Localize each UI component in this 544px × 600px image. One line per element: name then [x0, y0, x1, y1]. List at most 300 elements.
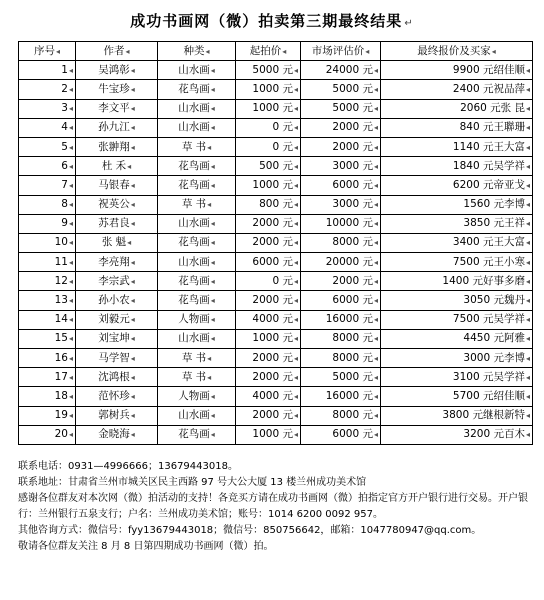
cell-mark: ◂ [210, 391, 215, 401]
row-number-cell [19, 137, 76, 156]
artwork-type-cell [158, 406, 236, 425]
artist-name-cell [76, 253, 158, 272]
cell-mark: ◂ [525, 65, 530, 75]
artist-name: 李文平 [98, 102, 130, 115]
cell-mark: ◂ [210, 411, 215, 421]
final-bid-buyer-cell [381, 195, 533, 214]
starting-price: 4000 元 [252, 389, 293, 402]
row-number-cell [19, 368, 76, 387]
cell-mark: ◂ [207, 353, 212, 363]
cell-mark: ◂ [373, 353, 378, 363]
final-bid-buyer: 3100 元吴学祥 [452, 370, 525, 383]
row-number-cell [19, 425, 76, 444]
artist-name-cell [76, 99, 158, 118]
cell-mark: ◂ [525, 104, 530, 114]
artist-name-cell [76, 310, 158, 329]
starting-price-cell [236, 99, 301, 118]
cell-mark: ◂ [130, 65, 135, 75]
starting-price: 0 元 [272, 140, 293, 153]
artist-name-cell [76, 157, 158, 176]
cell-mark: ◂ [130, 411, 135, 421]
cell-mark: ◂ [373, 334, 378, 344]
cell-mark: ◂ [125, 46, 130, 56]
title-text: 成功书画网（微）拍卖第三期最终结果 [130, 12, 403, 30]
header-row [19, 42, 533, 61]
starting-price: 0 元 [272, 121, 293, 134]
cell-mark: ◂ [68, 123, 73, 133]
row-number-cell [19, 233, 76, 252]
market-value: 8000 元 [332, 351, 373, 364]
row-number: 11 [54, 255, 68, 268]
cell-mark: ◂ [293, 276, 298, 286]
final-bid-buyer-cell [381, 118, 533, 137]
cell-mark: ◂ [373, 84, 378, 94]
table-row [19, 425, 533, 444]
artwork-type: 草 书 [181, 370, 207, 383]
starting-price: 2000 元 [252, 294, 293, 307]
cell-mark: ◂ [68, 219, 73, 229]
table-row [19, 99, 533, 118]
cell-mark: ◂ [68, 65, 73, 75]
document-title [0, 10, 544, 31]
row-number-cell [19, 387, 76, 406]
row-number-cell [19, 157, 76, 176]
final-bid-buyer: 3050 元魏丹 [463, 294, 525, 307]
cell-mark: ◂ [373, 161, 378, 171]
cell-mark: ◂ [373, 200, 378, 210]
artist-name-cell [76, 61, 158, 80]
column-header [19, 42, 76, 61]
cell-mark: ◂ [205, 46, 210, 56]
cell-mark: ◂ [525, 276, 530, 286]
cell-mark: ◂ [68, 257, 73, 267]
starting-price: 6000 元 [252, 255, 293, 268]
final-bid-buyer: 1140 元王大富 [452, 140, 525, 153]
artwork-type-cell [158, 61, 236, 80]
starting-price: 2000 元 [252, 217, 293, 230]
final-bid-buyer-cell [381, 425, 533, 444]
market-value: 2000 元 [332, 121, 373, 134]
final-bid-buyer-cell [381, 310, 533, 329]
auction-results-table [18, 41, 533, 445]
column-header-label: 起拍价 [249, 44, 282, 57]
cell-mark: ◂ [293, 411, 298, 421]
market-value: 3000 元 [332, 198, 373, 211]
cell-mark: ◂ [293, 353, 298, 363]
final-bid-buyer-cell [381, 233, 533, 252]
cell-mark: ◂ [373, 238, 378, 248]
artist-name: 马银春 [98, 178, 130, 191]
artist-name-cell [76, 233, 158, 252]
market-value: 10000 元 [325, 217, 373, 230]
cell-mark: ◂ [293, 430, 298, 440]
other-contact: 其他咨询方式：微信号：fyy13679443018；微信号：850756642，邮箱：1047780947@qq.com。 [18, 525, 482, 536]
market-value-cell [301, 349, 381, 368]
artist-name: 牛宝珍 [98, 82, 130, 95]
cell-mark: ◂ [373, 180, 378, 190]
starting-price-cell [236, 61, 301, 80]
final-bid-buyer-cell [381, 387, 533, 406]
artwork-type: 人物画 [178, 313, 210, 326]
starting-price: 1000 元 [252, 428, 293, 441]
column-header-label: 序号 [33, 44, 55, 57]
cell-mark: ◂ [525, 334, 530, 344]
starting-price: 5000 元 [252, 63, 293, 76]
final-bid-buyer: 1840 元吴学祥 [452, 159, 525, 172]
row-number-cell [19, 253, 76, 272]
cell-mark: ◂ [130, 84, 135, 94]
cell-mark: ◂ [68, 411, 73, 421]
row-number: 4 [61, 121, 68, 134]
cell-mark: ◂ [525, 257, 530, 267]
starting-price-cell [236, 80, 301, 99]
cell-mark: ◂ [130, 430, 135, 440]
table-row [19, 214, 533, 233]
artist-name-cell [76, 176, 158, 195]
cell-mark: ◂ [525, 142, 530, 152]
artist-name-cell [76, 406, 158, 425]
market-value-cell [301, 425, 381, 444]
cell-mark: ◂ [293, 391, 298, 401]
artist-name: 刘毅元 [98, 313, 130, 326]
cell-mark: ◂ [127, 238, 132, 248]
payment-info: 感谢各位群友对本次网（微）拍活动的支持！各竞买方请在成功书画网（微）拍指定官方开户银行进行交易。开户银行：兰州银行五泉支行；户名：兰州成功美术馆；账号：1014 6200 0092 957。 [18, 493, 528, 520]
market-value-cell [301, 253, 381, 272]
starting-price: 1000 元 [252, 102, 293, 115]
contact-address: 联系地址：甘肃省兰州市城关区民主西路 97 号大公大厦 13 楼兰州成功美术馆 [18, 477, 367, 488]
row-number: 18 [54, 389, 68, 402]
artwork-type: 花鸟画 [178, 178, 210, 191]
market-value-cell [301, 310, 381, 329]
cell-mark: ◂ [130, 200, 135, 210]
starting-price: 2000 元 [252, 351, 293, 364]
market-value: 20000 元 [325, 255, 373, 268]
final-bid-buyer-cell [381, 80, 533, 99]
market-value-cell [301, 291, 381, 310]
column-header-label: 作者 [103, 44, 125, 57]
table-row [19, 329, 533, 348]
table-row [19, 310, 533, 329]
starting-price-cell [236, 291, 301, 310]
starting-price-cell [236, 349, 301, 368]
cell-mark: ◂ [68, 334, 73, 344]
artwork-type-cell [158, 137, 236, 156]
starting-price: 4000 元 [252, 313, 293, 326]
artwork-type: 花鸟画 [178, 294, 210, 307]
cell-mark: ◂ [207, 200, 212, 210]
final-bid-buyer: 2060 元张 昆 [460, 102, 525, 115]
artwork-type: 草 书 [181, 198, 207, 211]
final-bid-buyer-cell [381, 176, 533, 195]
artwork-type-cell [158, 425, 236, 444]
cell-mark: ◂ [293, 180, 298, 190]
market-value: 8000 元 [332, 236, 373, 249]
market-value-cell [301, 99, 381, 118]
cell-mark: ◂ [55, 46, 60, 56]
artist-name: 祝英公 [98, 198, 130, 211]
cell-mark: ◂ [130, 315, 135, 325]
cell-mark: ◂ [293, 219, 298, 229]
market-value-cell [301, 195, 381, 214]
cell-mark: ◂ [293, 372, 298, 382]
cell-mark: ◂ [68, 372, 73, 382]
market-value-cell [301, 137, 381, 156]
market-value: 5000 元 [332, 82, 373, 95]
artwork-type: 山水画 [178, 217, 210, 230]
market-value: 2000 元 [332, 140, 373, 153]
cell-mark: ◂ [293, 84, 298, 94]
row-number-cell [19, 195, 76, 214]
row-number: 19 [54, 409, 68, 422]
row-number: 17 [54, 370, 68, 383]
cell-mark: ◂ [293, 161, 298, 171]
final-bid-buyer-cell [381, 253, 533, 272]
market-value: 5000 元 [332, 370, 373, 383]
artwork-type-cell [158, 329, 236, 348]
cell-mark: ◂ [68, 142, 73, 152]
row-number-cell [19, 310, 76, 329]
cell-mark: ◂ [525, 238, 530, 248]
artwork-type: 人物画 [178, 389, 210, 402]
cell-mark: ◂ [210, 238, 215, 248]
final-bid-buyer-cell [381, 99, 533, 118]
market-value: 5000 元 [332, 102, 373, 115]
cell-mark: ◂ [373, 257, 378, 267]
cell-mark: ◂ [130, 142, 135, 152]
starting-price-cell [236, 406, 301, 425]
cell-mark: ◂ [293, 334, 298, 344]
artwork-type-cell [158, 80, 236, 99]
final-bid-buyer: 3800 元继根新特 [442, 409, 525, 422]
artwork-type: 山水画 [178, 409, 210, 422]
cell-mark: ◂ [68, 391, 73, 401]
cell-mark: ◂ [373, 276, 378, 286]
table-row [19, 61, 533, 80]
cell-mark: ◂ [68, 180, 73, 190]
column-header [301, 42, 381, 61]
table-row [19, 368, 533, 387]
artist-name-cell [76, 118, 158, 137]
cell-mark: ◂ [373, 65, 378, 75]
final-bid-buyer-cell [381, 61, 533, 80]
final-bid-buyer: 3400 元王大富 [452, 236, 525, 249]
cell-mark: ◂ [293, 296, 298, 306]
row-number-cell [19, 61, 76, 80]
cell-mark: ◂ [130, 104, 135, 114]
market-value-cell [301, 214, 381, 233]
cell-mark: ◂ [68, 200, 73, 210]
artwork-type: 花鸟画 [178, 159, 210, 172]
cell-mark: ◂ [525, 296, 530, 306]
final-bid-buyer: 6200 元帝亚戈 [452, 178, 525, 191]
artist-name-cell [76, 195, 158, 214]
row-number-cell [19, 118, 76, 137]
starting-price-cell [236, 272, 301, 291]
artwork-type: 山水画 [178, 332, 210, 345]
final-bid-buyer-cell [381, 157, 533, 176]
artist-name-cell [76, 425, 158, 444]
cell-mark: ◂ [127, 161, 132, 171]
artist-name-cell [76, 349, 158, 368]
artwork-type: 山水画 [178, 102, 210, 115]
cell-mark: ◂ [210, 65, 215, 75]
market-value-cell [301, 368, 381, 387]
row-number: 6 [61, 159, 68, 172]
artist-name: 苏君良 [98, 217, 130, 230]
final-bid-buyer-cell [381, 349, 533, 368]
cell-mark: ◂ [373, 104, 378, 114]
starting-price-cell [236, 329, 301, 348]
column-header-label: 种类 [183, 44, 205, 57]
artwork-type: 山水画 [178, 121, 210, 134]
artist-name: 郭树兵 [98, 409, 130, 422]
final-bid-buyer: 4450 元阿雅 [463, 332, 525, 345]
row-number: 12 [54, 274, 68, 287]
market-value-cell [301, 233, 381, 252]
final-bid-buyer-cell [381, 406, 533, 425]
final-bid-buyer: 840 元王聯珊 [459, 121, 525, 134]
artist-name: 孙小农 [98, 294, 130, 307]
market-value: 8000 元 [332, 409, 373, 422]
cell-mark: ◂ [130, 257, 135, 267]
market-value: 16000 元 [325, 313, 373, 326]
artist-name-cell [76, 214, 158, 233]
cell-mark: ◂ [373, 123, 378, 133]
cell-mark: ◂ [210, 104, 215, 114]
cell-mark: ◂ [293, 257, 298, 267]
starting-price-cell [236, 310, 301, 329]
cell-mark: ◂ [293, 315, 298, 325]
cell-mark: ◂ [207, 142, 212, 152]
table-row [19, 291, 533, 310]
row-number: 15 [54, 332, 68, 345]
final-bid-buyer-cell [381, 291, 533, 310]
cell-mark: ◂ [130, 276, 135, 286]
cell-mark: ◂ [210, 161, 215, 171]
cell-mark: ◂ [373, 315, 378, 325]
starting-price: 1000 元 [252, 82, 293, 95]
row-number: 5 [61, 140, 68, 153]
cell-mark: ◂ [525, 123, 530, 133]
artwork-type-cell [158, 291, 236, 310]
cell-mark: ◂ [373, 391, 378, 401]
artist-name: 刘宝坤 [98, 332, 130, 345]
artwork-type-cell [158, 118, 236, 137]
starting-price: 800 元 [259, 198, 293, 211]
market-value-cell [301, 80, 381, 99]
cell-mark: ◂ [210, 334, 215, 344]
market-value: 3000 元 [332, 159, 373, 172]
market-value: 6000 元 [332, 178, 373, 191]
final-bid-buyer-cell [381, 329, 533, 348]
cell-mark: ◂ [282, 46, 287, 56]
market-value: 8000 元 [332, 332, 373, 345]
artist-name-cell [76, 272, 158, 291]
market-value-cell [301, 272, 381, 291]
cell-mark: ◂ [130, 219, 135, 229]
artist-name-cell [76, 291, 158, 310]
final-bid-buyer: 7500 元王小寒 [452, 255, 525, 268]
artist-name: 张 魁 [101, 236, 127, 249]
table-row [19, 80, 533, 99]
starting-price: 2000 元 [252, 409, 293, 422]
cell-mark: ◂ [130, 123, 135, 133]
table-body [19, 61, 533, 445]
starting-price-cell [236, 233, 301, 252]
cell-mark: ◂ [130, 391, 135, 401]
cell-mark: ◂ [210, 430, 215, 440]
column-header [381, 42, 533, 61]
cell-mark: ◂ [525, 353, 530, 363]
table-row [19, 253, 533, 272]
artist-name: 金晓海 [98, 428, 130, 441]
starting-price-cell [236, 118, 301, 137]
table-header [19, 42, 533, 61]
cell-mark: ◂ [210, 123, 215, 133]
artist-name: 李亮翔 [98, 255, 130, 268]
row-number: 1 [61, 63, 68, 76]
final-bid-buyer: 7500 元吴学祥 [452, 313, 525, 326]
market-value-cell [301, 157, 381, 176]
row-number: 10 [54, 236, 68, 249]
final-bid-buyer-cell [381, 137, 533, 156]
cell-mark: ◂ [525, 219, 530, 229]
final-bid-buyer: 3200 元百木 [463, 428, 525, 441]
row-number-cell [19, 80, 76, 99]
row-number-cell [19, 214, 76, 233]
cell-mark: ◂ [293, 200, 298, 210]
table-row [19, 272, 533, 291]
artist-name-cell [76, 368, 158, 387]
cell-mark: ◂ [373, 430, 378, 440]
artwork-type-cell [158, 214, 236, 233]
cell-mark: ◂ [130, 334, 135, 344]
artist-name-cell [76, 137, 158, 156]
artwork-type-cell [158, 157, 236, 176]
cell-mark: ◂ [210, 296, 215, 306]
artwork-type-cell [158, 310, 236, 329]
table-row [19, 176, 533, 195]
row-number: 9 [61, 217, 68, 230]
starting-price: 500 元 [259, 159, 293, 172]
table-row [19, 137, 533, 156]
cell-mark: ◂ [130, 296, 135, 306]
final-bid-buyer: 3000 元李博 [463, 351, 525, 364]
column-header [76, 42, 158, 61]
final-bid-buyer: 9900 元绍佳顺 [452, 63, 525, 76]
cell-mark: ◂ [491, 46, 496, 56]
cell-mark: ◂ [210, 257, 215, 267]
starting-price-cell [236, 425, 301, 444]
table-row [19, 406, 533, 425]
cell-mark: ◂ [130, 180, 135, 190]
cell-mark: ◂ [373, 219, 378, 229]
cell-mark: ◂ [130, 372, 135, 382]
cell-mark: ◂ [68, 315, 73, 325]
closing-note: 敬请各位群友关注 8 月 8 日第四期成功书画网（微）拍。 [18, 541, 274, 552]
final-bid-buyer: 1560 元李博 [463, 198, 525, 211]
artwork-type-cell [158, 272, 236, 291]
starting-price: 1000 元 [252, 332, 293, 345]
cell-mark: ◂ [210, 315, 215, 325]
starting-price: 2000 元 [252, 236, 293, 249]
artwork-type: 花鸟画 [178, 274, 210, 287]
notes-section [18, 459, 530, 555]
artwork-type: 花鸟画 [178, 428, 210, 441]
artwork-type: 花鸟画 [178, 82, 210, 95]
market-value: 24000 元 [325, 63, 373, 76]
cell-mark: ◂ [68, 84, 73, 94]
